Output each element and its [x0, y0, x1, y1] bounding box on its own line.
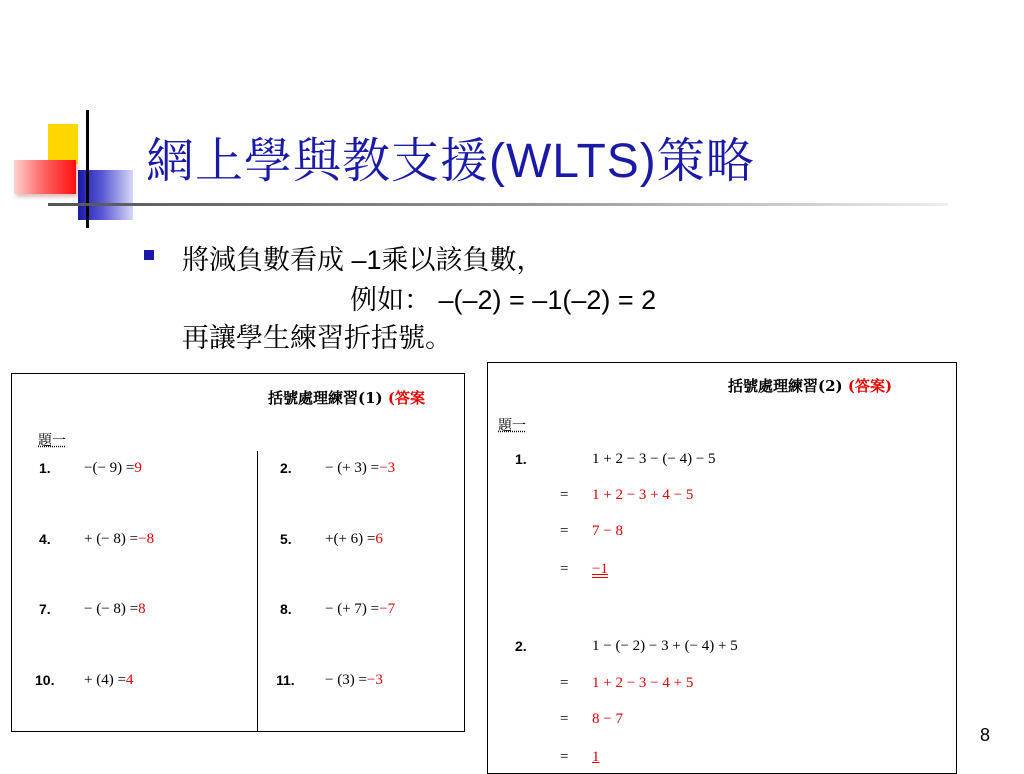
problem-number: 1. [515, 451, 527, 467]
panel1-title [268, 387, 425, 408]
expr-text: −(− 9) = [84, 460, 135, 476]
panel2-subheading: 題一 [498, 418, 526, 434]
bullet-square-icon [144, 250, 154, 260]
equals-sign: = [560, 675, 569, 691]
title-underline [48, 203, 948, 206]
expr-answer: −8 [138, 531, 155, 547]
bullet-line-1: 將減負數看成 –1乘以該負數， [182, 245, 544, 275]
step-value: 1 + 2 − 3 + 4 − 5 [592, 487, 694, 503]
item-number: 2. [280, 460, 292, 476]
problem-expression: 1 − (− 2) − 3 + (− 4) + 5 [592, 638, 738, 654]
expr-answer: −3 [366, 672, 383, 688]
expr-answer: −7 [379, 601, 396, 617]
panel2-title-text: 括號處理練習(2) [728, 377, 843, 395]
item-expression [325, 672, 383, 689]
item-expression [84, 460, 142, 477]
step-value: 1 + 2 − 3 − 4 + 5 [592, 675, 694, 691]
item-expression [84, 531, 154, 548]
expr-text: − (+ 3) = [325, 460, 380, 476]
expr-text: +(+ 6) = [325, 531, 376, 547]
title-cjk: 網上學與教支援 [146, 133, 490, 189]
problem-number: 2. [515, 638, 527, 654]
equals-sign: = [560, 561, 569, 577]
logo-vertical-line [86, 110, 89, 228]
problem-expression: 1 + 2 − 3 − (− 4) − 5 [592, 451, 716, 467]
expr-answer: 6 [375, 531, 383, 547]
slide-title [146, 122, 755, 191]
expr-text: + (4) = [84, 672, 126, 688]
expr-text: − (3) = [325, 672, 367, 688]
expr-text: − (+ 7) = [325, 601, 380, 617]
title-suffix: 策略 [656, 133, 755, 189]
expr-text: − (− 8) = [84, 601, 139, 617]
item-expression [84, 672, 133, 689]
item-number: 1. [39, 460, 51, 476]
item-number: 7. [39, 601, 51, 617]
bullet-line-2: 例如： –(–2) = –1(–2) = 2 [350, 285, 657, 315]
item-expression [325, 460, 395, 477]
item-number: 5. [280, 531, 292, 547]
page-number: 8 [980, 725, 991, 745]
equals-sign: = [560, 487, 569, 503]
item-expression [325, 531, 383, 548]
panel1-title-text: 括號處理練習(1) [268, 389, 383, 407]
logo-yellow-square [48, 124, 78, 164]
equals-sign: = [560, 749, 569, 765]
step-value: 7 − 8 [592, 523, 623, 539]
bullet-line-3: 再讓學生練習折括號。 [182, 323, 452, 353]
panel1-subheading: 題一 [38, 433, 66, 449]
item-number: 8. [280, 601, 292, 617]
panel2-title-answer: (答案) [847, 377, 893, 395]
title-latin: (WLTS) [489, 135, 657, 188]
expr-answer: 8 [138, 601, 146, 617]
step-value: 8 − 7 [592, 711, 623, 727]
item-number: 11. [276, 672, 295, 688]
exercise-panel-2 [487, 362, 957, 774]
final-answer: 1 [592, 749, 600, 765]
equals-sign: = [560, 523, 569, 539]
panel1-title-answer: (答案 [387, 389, 425, 407]
item-number: 10. [35, 672, 55, 688]
panel1-column-divider [257, 451, 258, 732]
exercise-panel-1 [11, 373, 465, 732]
expr-answer: −3 [379, 460, 396, 476]
item-expression [84, 601, 146, 618]
item-number: 4. [39, 531, 51, 547]
panel2-title [728, 375, 892, 396]
final-answer: −1 [592, 561, 608, 577]
equals-sign: = [560, 711, 569, 727]
expr-answer: 4 [125, 672, 134, 688]
item-expression [325, 601, 395, 618]
expr-text: + (− 8) = [84, 531, 139, 547]
expr-answer: 9 [134, 460, 142, 476]
logo-red-square [14, 160, 76, 194]
